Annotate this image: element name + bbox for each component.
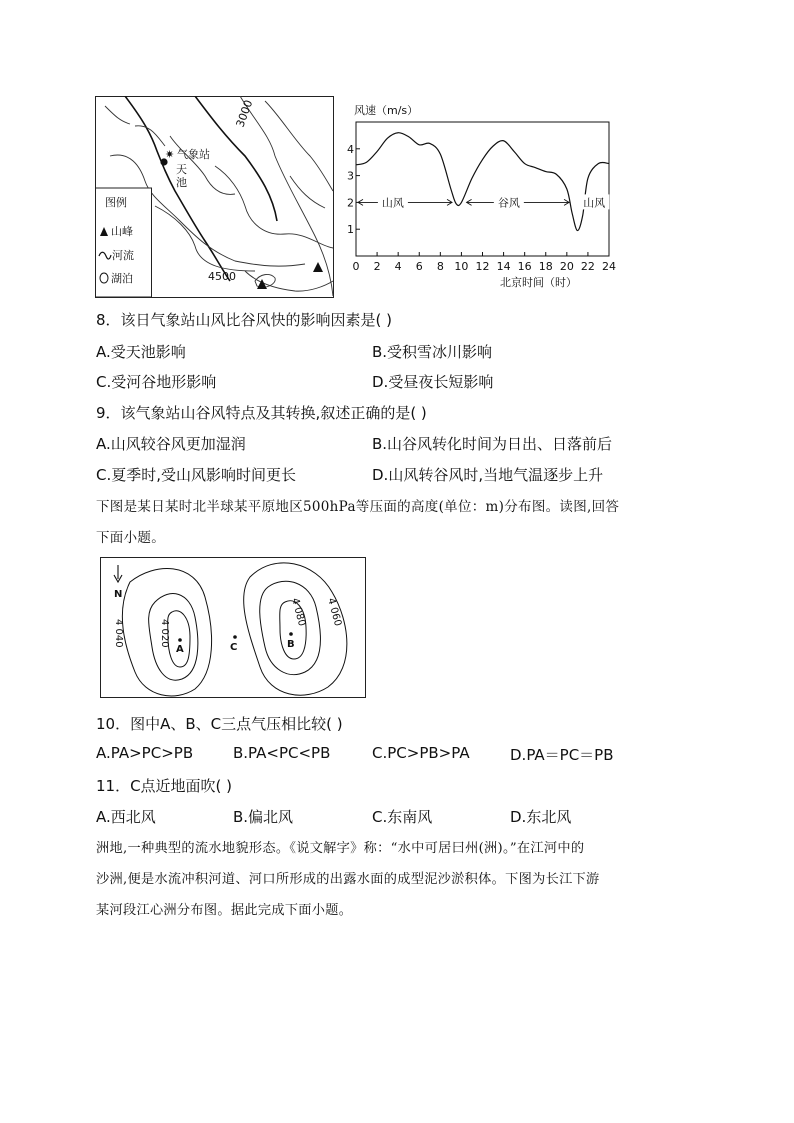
y-tick-label: 2 bbox=[347, 196, 354, 210]
wind-speed-chart bbox=[340, 96, 620, 292]
annotation-arrow bbox=[358, 194, 452, 209]
q10-option-c[interactable]: C.PC>PB>PA bbox=[372, 744, 470, 762]
x-tick-label: 18 bbox=[538, 260, 553, 273]
x-tick-label: 6 bbox=[415, 260, 423, 273]
point-b-label: B bbox=[287, 639, 295, 650]
point-a-label: A bbox=[176, 644, 184, 655]
x-tick-label: 2 bbox=[373, 260, 381, 273]
isobaric-height-map bbox=[100, 557, 366, 698]
question-11-stem: 11．C点近地面吹( ) bbox=[96, 777, 233, 795]
station-label: 气象站 bbox=[177, 148, 210, 161]
contour-label-3000: 3000 bbox=[233, 98, 256, 130]
intro-2-line-2: 下面小题。 bbox=[96, 530, 165, 546]
q9-option-b[interactable]: B.山谷风转化时间为日出、日落前后 bbox=[372, 435, 613, 453]
q10-option-a[interactable]: A.PA>PC>PB bbox=[96, 744, 194, 762]
annotation-label: 山风 bbox=[583, 196, 606, 210]
question-8-stem: 8．该日气象站山风比谷风快的影响因素是( ) bbox=[96, 311, 393, 329]
annotation-label: 谷风 bbox=[497, 196, 520, 210]
x-tick-label: 12 bbox=[475, 260, 490, 273]
x-tick-label: 22 bbox=[580, 260, 595, 273]
legend-title: 图例 bbox=[105, 196, 127, 209]
x-tick-label: 20 bbox=[559, 260, 574, 273]
intro-2-line-1: 下图是某日某时北半球某平原地区500hPa等压面的高度(单位：m)分布图。读图,回答 bbox=[96, 499, 620, 515]
q10-option-b[interactable]: B.PA<PC<PB bbox=[233, 744, 331, 762]
chart-xlabel: 北京时间（时） bbox=[500, 276, 577, 289]
q9-option-c[interactable]: C.夏季时,受山风影响时间更长 bbox=[96, 466, 297, 484]
point-a-dot bbox=[178, 638, 182, 642]
x-tick-label: 24 bbox=[602, 260, 616, 273]
q8-option-c[interactable]: C.受河谷地形影响 bbox=[96, 373, 217, 391]
q11-option-a[interactable]: A.西北风 bbox=[96, 808, 156, 826]
point-b-dot bbox=[289, 632, 293, 636]
legend-river-label: 河流 bbox=[112, 249, 134, 262]
q11-option-d[interactable]: D.东北风 bbox=[510, 808, 572, 826]
point-c-dot bbox=[233, 635, 237, 639]
legend-peak-label: 山峰 bbox=[111, 225, 133, 238]
annotation-arrow bbox=[579, 194, 609, 209]
lake-label-1: 天 bbox=[176, 163, 187, 176]
north-label: N bbox=[114, 589, 123, 600]
q11-option-c[interactable]: C.东南风 bbox=[372, 808, 433, 826]
x-tick-label: 0 bbox=[352, 260, 360, 273]
q9-option-d[interactable]: D.山风转谷风时,当地气温逐步上升 bbox=[372, 466, 604, 484]
q8-option-a[interactable]: A.受天池影响 bbox=[96, 343, 186, 361]
contour-label-4060: 4 060 bbox=[325, 596, 344, 628]
lake-label-2: 池 bbox=[176, 176, 187, 189]
q10-option-d[interactable]: D.PA＝PC＝PB bbox=[510, 746, 614, 764]
x-tick-label: 10 bbox=[454, 260, 469, 273]
y-tick-label: 4 bbox=[347, 142, 354, 156]
contour-label-4020: 4 020 bbox=[159, 619, 170, 648]
intro-3-line-2: 沙洲,便是水流冲积河道、河口所形成的出露水面的成型泥沙淤积体。下图为长江下游 bbox=[96, 872, 600, 887]
y-tick-label: 3 bbox=[347, 169, 354, 183]
topographic-map bbox=[95, 96, 334, 298]
annotation-arrow bbox=[467, 194, 569, 209]
intro-3-line-1: 洲地,一种典型的流水地貌形态。《说文解字》称：“水中可居曰州(洲)。”在江河中的 bbox=[96, 841, 585, 856]
chart-ylabel: 风速（m/s） bbox=[354, 104, 419, 117]
weather-station-icon: ✷ bbox=[165, 148, 175, 161]
contour-label-4500: 4500 bbox=[208, 270, 236, 283]
q11-option-b[interactable]: B.偏北风 bbox=[233, 808, 294, 826]
y-tick-label: 1 bbox=[347, 223, 354, 237]
x-tick-label: 8 bbox=[436, 260, 444, 273]
q8-option-b[interactable]: B.受积雪冰川影响 bbox=[372, 343, 493, 361]
question-9-stem: 9．该气象站山谷风特点及其转换,叙述正确的是( ) bbox=[96, 404, 427, 422]
intro-3-line-3: 某河段江心洲分布图。据此完成下面小题。 bbox=[96, 903, 353, 918]
point-c-label: C bbox=[230, 642, 238, 653]
contour-label-4040: 4 040 bbox=[113, 619, 124, 648]
wind-speed-line bbox=[356, 133, 609, 231]
plot-frame bbox=[356, 122, 609, 256]
x-tick-label: 4 bbox=[394, 260, 402, 273]
question-10-stem: 10．图中A、B、C三点气压相比较( ) bbox=[96, 715, 343, 733]
annotation-label: 山风 bbox=[381, 196, 404, 210]
q8-option-d[interactable]: D.受昼夜长短影响 bbox=[372, 373, 494, 391]
contour-label-4080: 4 080 bbox=[289, 596, 308, 628]
q9-option-a[interactable]: A.山风较谷风更加湿润 bbox=[96, 435, 246, 453]
x-tick-label: 14 bbox=[496, 260, 511, 273]
legend-lake-label: 湖泊 bbox=[111, 272, 133, 285]
x-tick-label: 16 bbox=[517, 260, 532, 273]
